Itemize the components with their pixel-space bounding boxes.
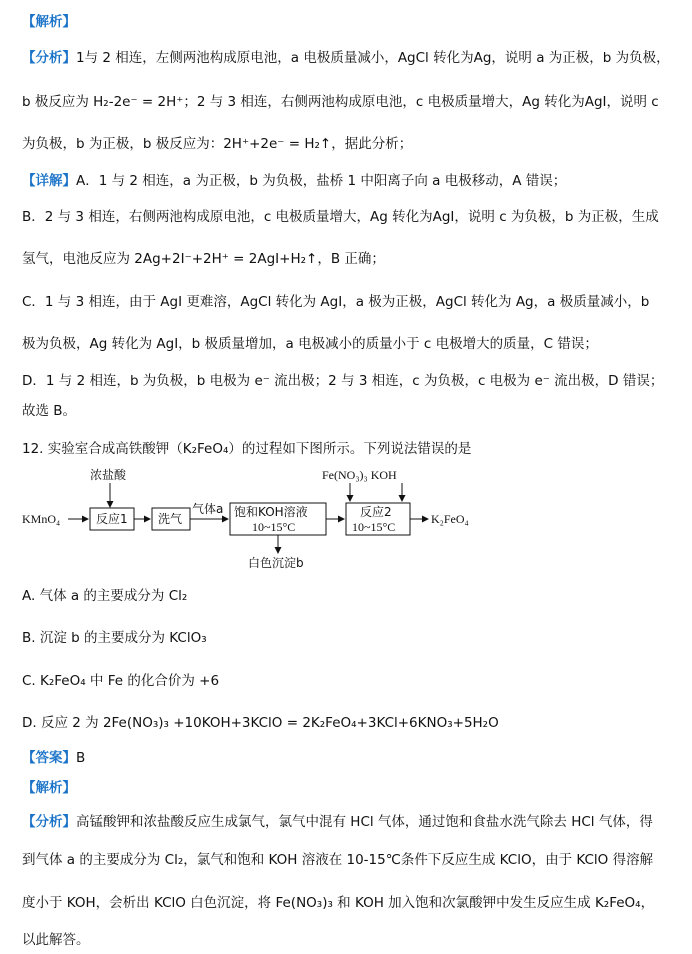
option-b: B. 沉淀 b 的主要成分为 KClO₃ bbox=[22, 630, 207, 646]
option-a: A. 气体 a 的主要成分为 Cl₂ bbox=[22, 588, 188, 604]
product-label: K₂FeO₄ bbox=[431, 512, 469, 526]
hcl-label: 浓盐酸 bbox=[90, 468, 127, 482]
precipitate-b-label: 白色沉淀b bbox=[248, 556, 304, 570]
option-c: C. K₂FeO₄ 中 Fe 的化合价为 +6 bbox=[22, 673, 220, 689]
jiexi-heading-1: 【解析】 bbox=[22, 14, 76, 30]
detail-option-b-1: B．2 与 3 相连，右侧两池构成原电池，c 电极质量增大，Ag 转化为AgI，说明 c 为负极，b 为正极，生成 bbox=[22, 209, 659, 225]
reaction2-temp-label: 10~15°C bbox=[352, 520, 396, 534]
gas-a-label: 气体a bbox=[192, 502, 224, 516]
kmno4-label: KMnO₄ bbox=[22, 512, 61, 526]
analysis-text-1: 1与 2 相连，左侧两池构成原电池，a 电极质量减小，AgCl 转化为Ag，说明 a 为正极，b 为负极， bbox=[76, 50, 670, 66]
option-d: D. 反应 2 为 2Fe(NO₃)₃ +10KOH+3KClO = 2K₂FeO₄+3KCl+6KNO₃+5H₂O bbox=[22, 715, 499, 731]
reagents-label: Fe(NO₃)₃ KOH bbox=[322, 468, 397, 482]
detail-tag: 【详解】 bbox=[22, 173, 76, 189]
detail-option-d: D．1 与 2 相连，b 为负极，b 电极为 e⁻ 流出极；2 与 3 相连，c 为负极，c 电极为 e⁻ 流出极，D 错误； bbox=[22, 373, 664, 389]
analysis-line-3: 为负极，b 为正极，b 极反应为：2H⁺+2e⁻ = H₂↑，据此分析； bbox=[22, 136, 413, 152]
wash-label: 洗气 bbox=[158, 512, 183, 526]
jiexi-heading-2: 【解析】 bbox=[22, 780, 76, 796]
koh-solution-label: 饱和KOH溶液 bbox=[234, 505, 308, 519]
analysis2-line-2: 到气体 a 的主要成分为 Cl₂，氯气和饱和 KOH 溶液在 10-15℃条件下反应生成 KClO，由于 KClO 得溶解 bbox=[22, 852, 654, 868]
detail-option-b-2: 氢气，电池反应为 2Ag+2I⁻+2H⁺ = 2AgI+H₂↑，B 正确； bbox=[22, 251, 385, 267]
answer-line bbox=[22, 746, 85, 766]
analysis2-line-3: 度小于 KOH，会析出 KClO 白色沉淀，将 Fe(NO₃)₃ 和 KOH 加入饱和次氯酸钾中发生反应生成 K₂FeO₄， bbox=[22, 895, 655, 911]
analysis-tag: 【分析】 bbox=[22, 50, 76, 66]
reaction2-label: 反应2 bbox=[360, 505, 392, 519]
detail-option-c-2: 极为负极，Ag 转化为 AgI，b 极质量增加，a 电极减小的质量小于 c 电极增大的质量，C 错误； bbox=[22, 336, 598, 352]
detail-option-c-1: C．1 与 3 相连，由于 AgI 更难溶，AgCl 转化为 AgI，a 极为正极，AgCl 转化为 Ag，a 极质量减小，b bbox=[22, 294, 650, 310]
analysis-line-1 bbox=[22, 46, 670, 66]
analysis2-line-4: 以此解答。 bbox=[22, 932, 90, 948]
analysis2-tag: 【分析】 bbox=[22, 814, 76, 830]
synthesis-flow-diagram bbox=[20, 465, 500, 575]
detail-option-a bbox=[22, 169, 566, 189]
koh-temp-label: 10~15°C bbox=[252, 520, 296, 534]
analysis2-text-1: 高锰酸钾和浓盐酸反应生成氯气，氯气中混有 HCl 气体，通过饱和食盐水洗气除去 HCl 气体，得 bbox=[76, 814, 653, 830]
conclusion: 故选 B。 bbox=[22, 403, 77, 419]
question-12-stem: 12. 实验室合成高铁酸钾（K₂FeO₄）的过程如下图所示。下列说法错误的是 bbox=[22, 441, 472, 457]
analysis2-line-1 bbox=[22, 810, 653, 830]
detail-a-text: A．1 与 2 相连，a 为正极，b 为负极，盐桥 1 中阳离子向 a 电极移动，A 错误； bbox=[76, 173, 567, 189]
analysis-line-2: b 极反应为 H₂-2e⁻ = 2H⁺；2 与 3 相连，右侧两池构成原电池，c 电极质量增大，Ag 转化为AgI，说明 c bbox=[22, 94, 659, 110]
answer-value: B bbox=[76, 750, 86, 766]
reaction1-label: 反应1 bbox=[96, 512, 128, 526]
answer-tag: 【答案】 bbox=[22, 750, 76, 766]
